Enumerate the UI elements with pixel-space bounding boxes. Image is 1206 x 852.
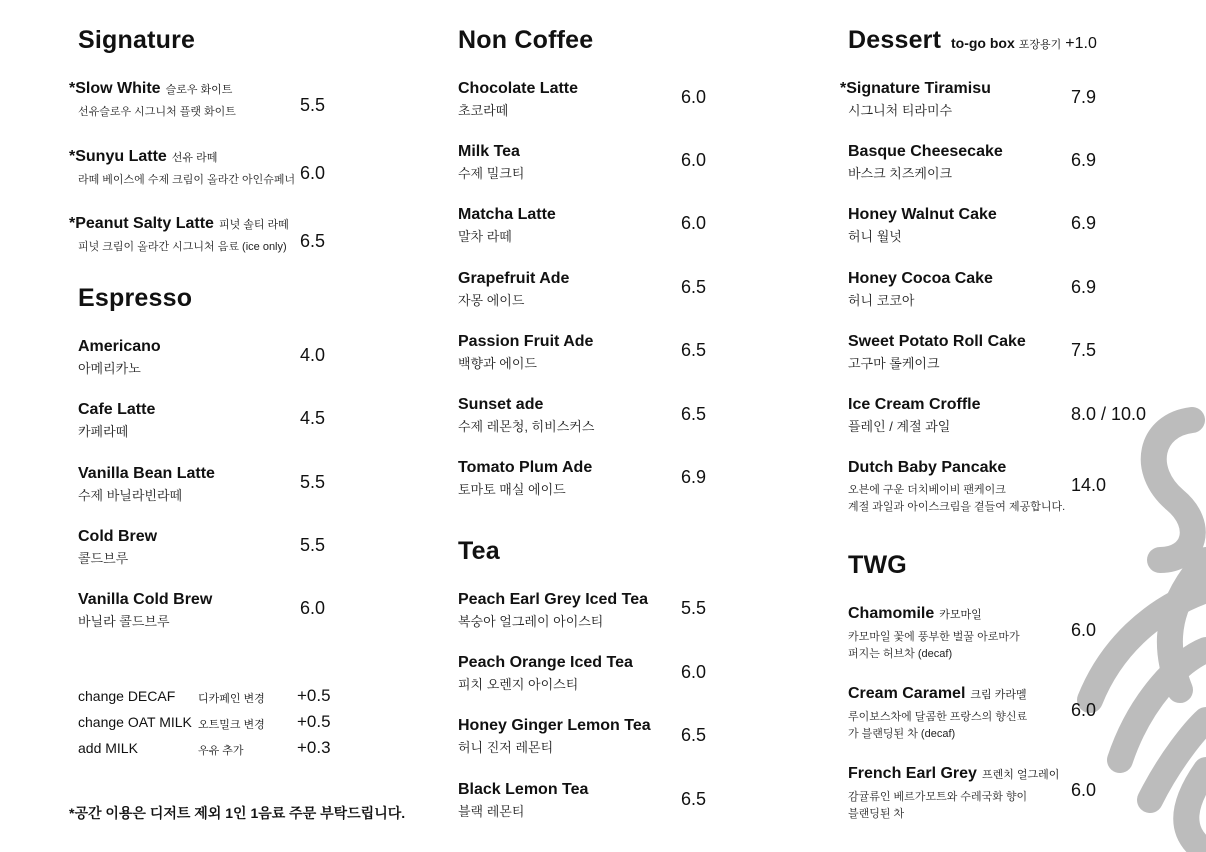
item-name: French Earl Grey <box>848 765 977 782</box>
item-korean: 블랙 레몬티 <box>458 804 525 819</box>
menu-item <box>69 214 289 256</box>
item-korean: 슬로우 화이트 <box>165 84 233 96</box>
menu-item <box>458 79 578 120</box>
item-korean: 피넛 솔티 라떼 <box>218 219 289 231</box>
section-title-dessert: Dessert <box>848 26 942 54</box>
item-name: Americano <box>78 338 161 355</box>
item-name: Chocolate Latte <box>458 80 579 97</box>
menu-item <box>78 527 157 568</box>
item-korean: 허니 진저 레몬티 <box>458 740 554 755</box>
item-korean: 허니 월넛 <box>848 229 902 244</box>
item-price: 6.5 <box>681 404 707 424</box>
item-price: 6.0 <box>681 213 707 233</box>
item-korean: 초코라떼 <box>458 103 509 118</box>
item-price: 4.0 <box>300 345 326 365</box>
item-price: 6.9 <box>681 467 707 487</box>
to-go-price: +1.0 <box>1065 35 1097 52</box>
item-name: Ice Cream Croffle <box>848 396 981 413</box>
item-price: 6.0 <box>681 150 707 170</box>
item-price: 7.5 <box>1071 340 1097 360</box>
addon-price: +0.5 <box>297 686 331 705</box>
item-price: 5.5 <box>300 472 326 492</box>
menu-item <box>458 269 569 310</box>
to-go-label: to-go box <box>951 35 1015 51</box>
item-description-line1: 오븐에 구운 더치베이비 팬케이크 <box>848 484 1006 496</box>
menu-item <box>458 458 592 499</box>
item-name: *Sunyu Latte <box>69 148 167 165</box>
menu-item <box>848 205 997 246</box>
item-name: Cafe Latte <box>78 401 156 418</box>
item-korean: 카모마일 <box>939 609 982 621</box>
item-description-line2: 가 블랜딩된 차 (decaf) <box>848 728 956 740</box>
item-price: 6.5 <box>681 340 707 360</box>
menu-item <box>458 716 651 757</box>
item-price: 6.0 <box>1071 700 1097 720</box>
item-name: Dutch Baby Pancake <box>848 459 1007 476</box>
item-price: 5.5 <box>300 95 326 115</box>
item-name: Vanilla Cold Brew <box>78 591 213 608</box>
item-name: Cold Brew <box>78 528 158 545</box>
item-price: 6.0 <box>681 662 707 682</box>
item-description-line1: 루이보스차에 달콤한 프랑스의 향신료 <box>848 711 1028 723</box>
item-korean: 아메리카노 <box>78 361 141 376</box>
item-description: 라떼 베이스에 수제 크림이 올라간 아인슈페너 <box>78 174 296 186</box>
addon-label: change DECAF <box>78 688 176 704</box>
addon-korean: 우유 추가 <box>198 745 244 757</box>
item-korean: 시그니처 티라미수 <box>848 103 953 118</box>
addon-price: +0.3 <box>297 738 331 757</box>
item-name: Tomato Plum Ade <box>458 459 593 476</box>
section-title-tea: Tea <box>458 537 500 565</box>
item-price: 7.9 <box>1071 87 1097 107</box>
to-go-box-note <box>951 35 1097 53</box>
item-name: *Slow White <box>69 80 161 97</box>
item-korean: 크림 카라멜 <box>970 689 1027 701</box>
item-name: Peach Orange Iced Tea <box>458 654 633 671</box>
item-name: Sweet Potato Roll Cake <box>848 333 1026 350</box>
item-name: Matcha Latte <box>458 206 556 223</box>
menu-item <box>848 332 1026 373</box>
item-name: Honey Cocoa Cake <box>848 270 993 287</box>
item-korean: 고구마 롤케이크 <box>848 356 940 371</box>
section-title-twg: TWG <box>848 551 907 579</box>
item-korean: 피치 오렌지 아이스티 <box>458 677 579 692</box>
menu-item <box>458 205 556 246</box>
item-price: 6.5 <box>681 789 707 809</box>
section-title-espresso: Espresso <box>78 284 193 312</box>
item-name: Milk Tea <box>458 143 520 160</box>
menu-item <box>848 684 1027 743</box>
section-title-non-coffee: Non Coffee <box>458 26 594 54</box>
menu-item <box>78 590 212 631</box>
menu-item <box>848 395 981 436</box>
item-description-line2: 계절 과일과 아이스크림을 곁들여 제공합니다. <box>848 501 1066 513</box>
addon-price: +0.5 <box>297 712 331 731</box>
item-price: 6.9 <box>1071 150 1097 170</box>
item-price: 8.0 / 10.0 <box>1071 404 1147 424</box>
item-name: Vanilla Bean Latte <box>78 465 215 482</box>
item-description-line1: 감귤류인 베르가모트와 수레국화 향이 <box>848 791 1028 803</box>
menu-item <box>69 79 236 121</box>
item-description-line2: 퍼지는 허브차 (decaf) <box>848 648 953 660</box>
menu-item <box>848 458 1065 516</box>
item-name: Honey Ginger Lemon Tea <box>458 717 651 734</box>
to-go-korean: 포장용기 <box>1018 39 1062 51</box>
item-price: 6.9 <box>1071 277 1097 297</box>
menu-item <box>840 79 991 120</box>
item-name: Cream Caramel <box>848 685 966 702</box>
menu-item <box>848 269 993 310</box>
item-name: Peach Earl Grey Iced Tea <box>458 591 649 608</box>
menu-item <box>458 653 633 694</box>
order-policy-note: *공간 이용은 디저트 제외 1인 1음료 주문 부탁드립니다. <box>69 805 406 821</box>
item-price: 5.5 <box>681 598 707 618</box>
menu-item <box>78 337 161 378</box>
item-name: Basque Cheesecake <box>848 143 1003 160</box>
item-price: 6.0 <box>681 87 707 107</box>
item-korean: 토마토 매실 에이드 <box>458 482 566 497</box>
item-korean: 백향과 에이드 <box>458 356 537 371</box>
item-price: 6.0 <box>1071 780 1097 800</box>
menu-item <box>458 142 524 183</box>
item-korean: 말차 라떼 <box>458 229 512 244</box>
item-name: *Peanut Salty Latte <box>69 215 214 232</box>
menu-item <box>848 764 1059 823</box>
item-korean: 복숭아 얼그레이 아이스티 <box>458 614 604 629</box>
menu-item <box>848 604 1020 663</box>
item-korean: 프렌치 얼그레이 <box>981 769 1060 781</box>
item-price: 6.5 <box>300 231 326 251</box>
section-title-signature: Signature <box>78 26 196 54</box>
menu-item <box>458 780 588 821</box>
item-name: Sunset ade <box>458 396 544 413</box>
menu-item <box>458 590 648 631</box>
item-price: 6.5 <box>681 277 707 297</box>
item-korean: 카페라떼 <box>78 424 129 439</box>
item-korean: 수제 밀크티 <box>458 166 525 181</box>
item-korean: 바스크 치즈케이크 <box>848 166 953 181</box>
item-korean: 선유 라떼 <box>171 152 218 164</box>
item-price: 4.5 <box>300 408 326 428</box>
item-name: Passion Fruit Ade <box>458 333 594 350</box>
item-price: 6.0 <box>300 598 326 618</box>
item-description: 피넛 크림이 올라간 시그니처 음료 (ice only) <box>78 241 287 253</box>
menu-item <box>458 332 593 373</box>
item-korean: 바닐라 콜드브루 <box>78 614 170 629</box>
menu-item <box>78 464 215 505</box>
item-name: Grapefruit Ade <box>458 270 570 287</box>
item-korean: 수제 레몬청, 히비스커스 <box>458 419 595 434</box>
item-name: Honey Walnut Cake <box>848 206 997 223</box>
item-description: 선유슬로우 시그니처 플랫 화이트 <box>78 106 236 118</box>
menu-item <box>69 147 295 189</box>
item-korean: 플레인 / 계절 과일 <box>848 419 951 434</box>
menu-item <box>458 395 594 436</box>
item-korean: 자몽 에이드 <box>458 293 525 308</box>
addon-label: add MILK <box>78 740 138 756</box>
item-name: *Signature Tiramisu <box>840 80 991 97</box>
item-korean: 허니 코코아 <box>848 293 915 308</box>
item-price: 5.5 <box>300 535 326 555</box>
item-description-line1: 카모마일 꽃에 풍부한 벌꿀 아로마가 <box>848 631 1020 643</box>
addon-korean: 디카페인 변경 <box>198 693 265 705</box>
item-korean: 콜드브루 <box>78 551 129 566</box>
addon-korean: 오트밀크 변경 <box>198 719 265 731</box>
item-name: Black Lemon Tea <box>458 781 589 798</box>
item-name: Chamomile <box>848 605 935 622</box>
item-price: 6.5 <box>681 725 707 745</box>
item-korean: 수제 바닐라빈라떼 <box>78 488 183 503</box>
item-price: 14.0 <box>1071 475 1107 495</box>
item-price: 6.0 <box>1071 620 1097 640</box>
menu-item <box>78 400 155 441</box>
item-price: 6.0 <box>300 163 326 183</box>
menu-item <box>848 142 1003 183</box>
addon-label: change OAT MILK <box>78 714 192 730</box>
item-description-line2: 블랜딩된 차 <box>848 808 905 820</box>
item-price: 6.9 <box>1071 213 1097 233</box>
